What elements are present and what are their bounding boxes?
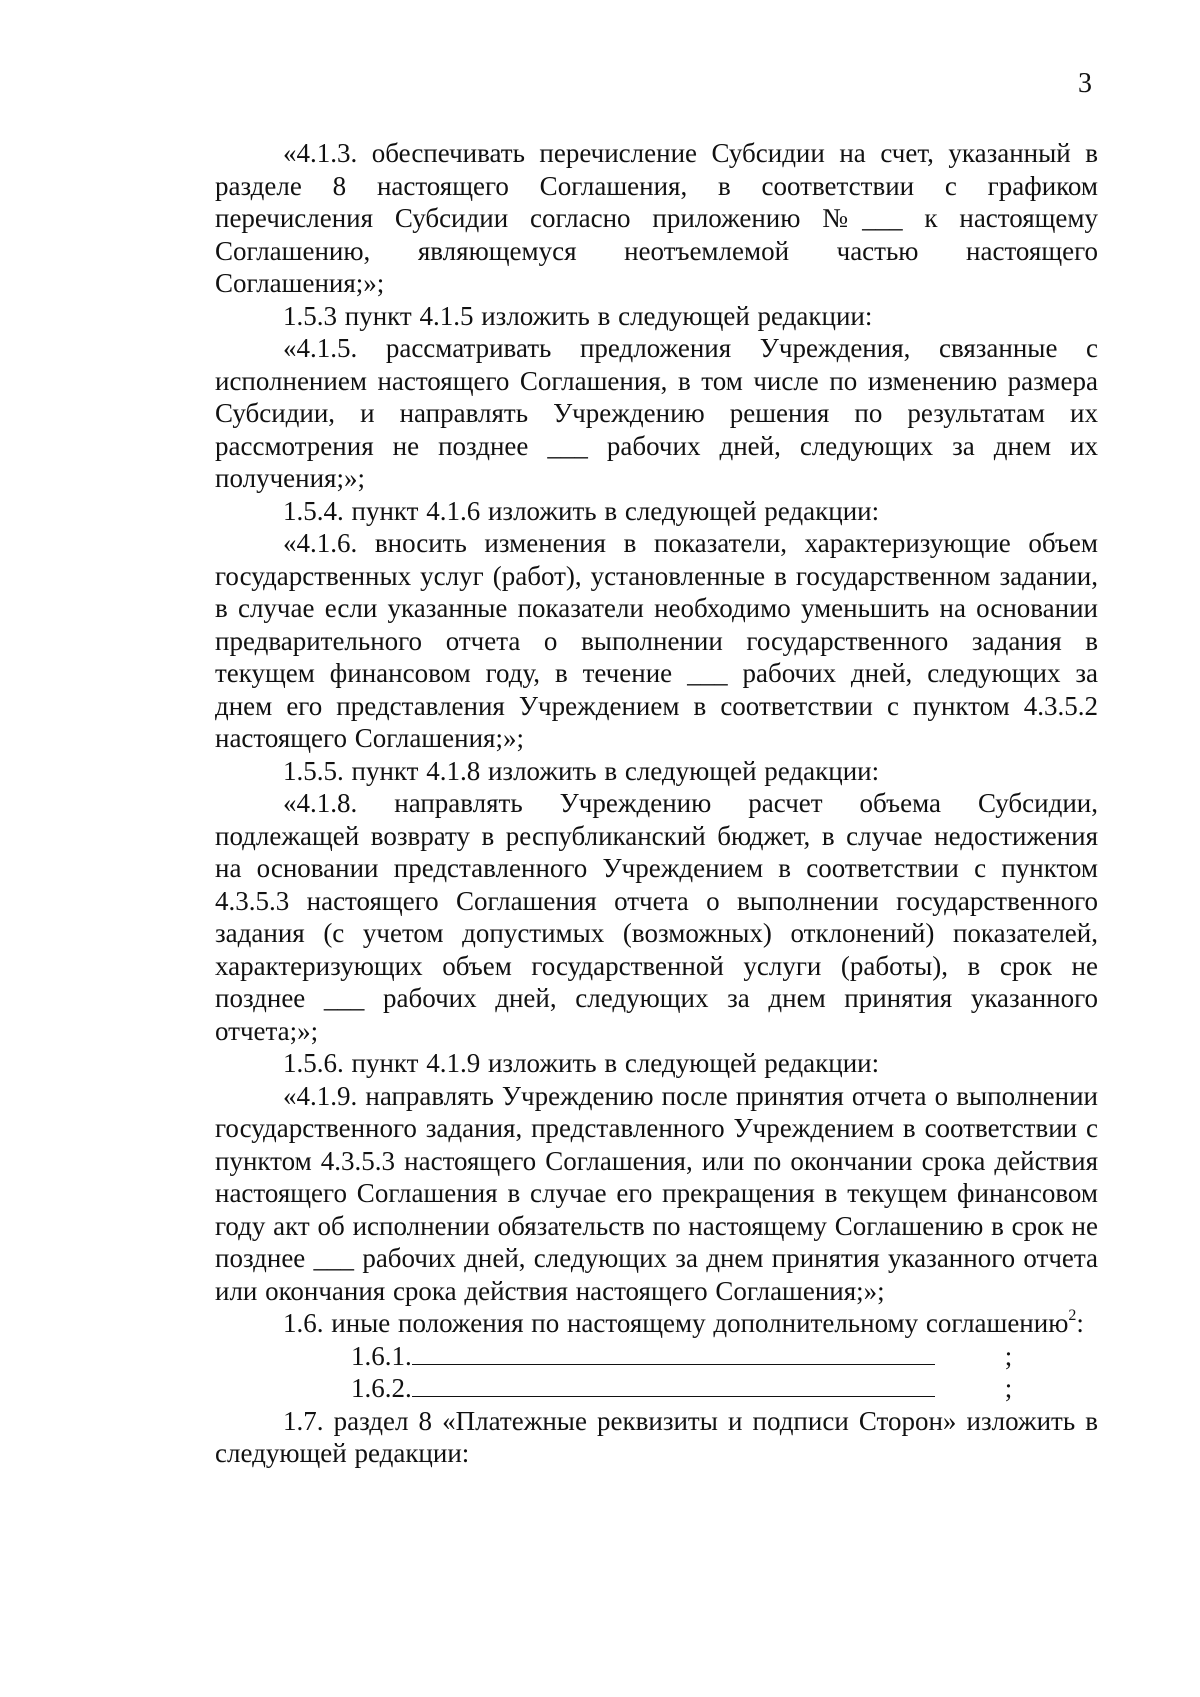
paragraph-4-1-6: «4.1.6. вносить изменения в показатели, характеризующие объем государственных услуг (работ), установленные в государственном задании, в случае если указанные показатели необходимо уменьшить на основании предварительного отчета о выполнении государственного задания в текущем финансовом году, в течение ___ рабочих дней, следующих за днем его представления Учреждением в соответствии с пунктом 4.3.5.2 настоящего Соглашения;»; [215,528,1098,753]
fill-line-label: 1.6.2. [351,1373,412,1403]
fill-line-end: ; [1004,1340,1013,1371]
paragraph-1-7: 1.7. раздел 8 «Платежные реквизиты и подписи Сторон» изложить в следующей редакции: [215,1405,1098,1468]
paragraph-4-1-8: «4.1.8. направлять Учреждению расчет объема Субсидии, подлежащей возврату в республиканский бюджет, в случае недостижения на основании представленного Учреждением в соответствии с пунктом 4.3.5.3 настоящего Соглашения отчета о выполнении государственного задания (с учетом допустимых (возможных) отклонений) показателей, характеризующих объем государственной услуги (работы), в срок не позднее ___ рабочих дней, следующих за днем принятия указанного отчета;»; [215,788,1098,1046]
paragraph-4-1-5: «4.1.5. рассматривать предложения Учреждения, связанные с исполнением настоящего Соглашения, в том числе по изменению размера Субсидии, и направлять Учреждению решения по результатам их рассмотрения не позднее ___ рабочих дней, следующих за днем их получения;»; [215,333,1098,493]
fill-line-label: 1.6.1. [351,1340,412,1371]
paragraph-4-1-3: «4.1.3. обеспечивать перечисление Субсидии на счет, указанный в разделе 8 настоящего Соглашения, в соответствии с графиком перечисления Субсидии согласно приложению №___ к настоящему Соглашению, являющемуся неотъемлемой частью настоящего Соглашения;»; [215,138,1098,298]
paragraph-1-5-6: 1.5.6. пункт 4.1.9 изложить в следующей редакции: [283,1048,880,1078]
fill-line-end: ; [1004,1373,1013,1403]
page-number: 3 [1078,68,1092,99]
footnote-marker: 2 [1068,1307,1077,1324]
paragraph-1-5-4: 1.5.4. пункт 4.1.6 изложить в следующей редакции: [283,495,880,526]
document-body [215,137,1098,1470]
paragraph-1-6-colon: : [1076,1308,1084,1338]
paragraph-1-6-text: 1.6. иные положения по настоящему дополнительному соглашению [283,1308,1069,1338]
paragraph-1-5-3: 1.5.3 пункт 4.1.5 изложить в следующей редакции: [283,300,873,331]
paragraph-1-6 [215,1307,1098,1340]
fill-line-1-6-1 [215,1340,1098,1373]
paragraph-1-5-5: 1.5.5. пункт 4.1.8 изложить в следующей редакции: [283,755,880,786]
blank-fill-line [412,1344,935,1365]
blank-fill-line [412,1376,935,1397]
fill-line-1-6-2 [215,1372,1098,1405]
paragraph-4-1-9: «4.1.9. направлять Учреждению после принятия отчета о выполнении государственного задания, представленного Учреждением в соответствии с пунктом 4.3.5.3 настоящего Соглашения, или по окончании срока действия настоящего Соглашения в случае его прекращения в текущем финансовом году акт об исполнении обязательств по настоящему Соглашению в срок не позднее ___ рабочих дней, следующих за днем принятия указанного отчета или окончания срока действия настоящего Соглашения;»; [215,1080,1098,1306]
